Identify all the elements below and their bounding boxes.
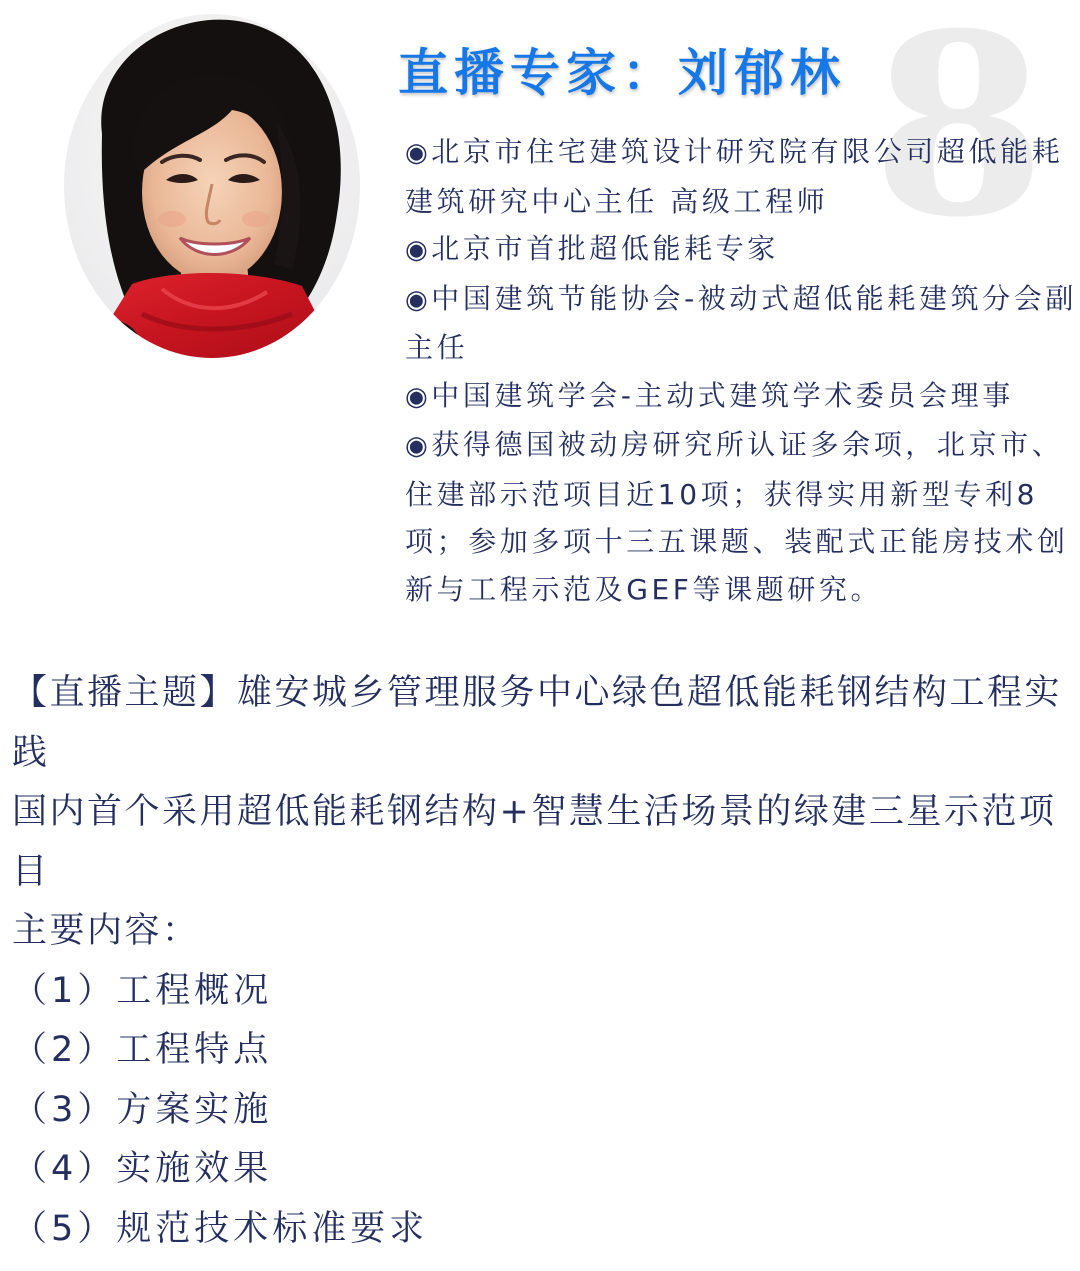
bio-item-text: 中国建筑节能协会-被动式超低能耗建筑分会副主任 <box>405 281 1078 364</box>
bio-item <box>405 128 1077 225</box>
content-item: （3）方案实施 <box>12 1089 273 1130</box>
bio-item <box>405 372 1077 422</box>
expert-number: 8 <box>872 0 1046 272</box>
expert-bio-list <box>405 128 1077 613</box>
bio-item-text: 北京市首批超低能耗专家 <box>431 232 779 265</box>
content-item: （2）工程特点 <box>12 1030 273 1070</box>
bullet-icon: ◉ <box>405 381 432 412</box>
bio-item-text: 北京市住宅建筑设计研究院有限公司超低能耗建筑研究中心主任 高级工程师 <box>405 135 1064 218</box>
bullet-icon: ◉ <box>405 431 432 461</box>
bullet-icon: ◉ <box>405 284 432 315</box>
bio-item <box>405 421 1077 613</box>
bio-item-text: 中国建筑学会-主动式建筑学术委员会理事 <box>431 378 1014 412</box>
content-item: （5）规范技术标准要求 <box>12 1208 429 1249</box>
contents-label: 主要内容： <box>12 911 200 951</box>
content-item: （4）实施效果 <box>12 1149 273 1189</box>
bullet-icon: ◉ <box>405 235 432 265</box>
bio-item <box>405 275 1077 372</box>
topic-subtitle: 国内首个采用超低能耗钢结构+智慧生活场景的绿建三星示范项目 <box>12 792 1057 892</box>
portrait-photo <box>62 14 362 364</box>
bullet-icon: ◉ <box>405 138 432 168</box>
topic-heading: 【直播主题】雄安城乡管理服务中心绿色超低能耗钢结构工程实践 <box>12 673 1063 773</box>
content-item: （1）工程概况 <box>12 970 273 1011</box>
expert-title: 直播专家：刘郁林 <box>398 44 846 102</box>
live-topic-section <box>12 664 1078 1259</box>
bio-item-text: 获得德国被动房研究所认证多余项，北京市、住建部示范项目近10项；获得实用新型专利8项；参加多项十三五课题、装配式正能房技术创新与工程示范及GEF等课题研究。 <box>405 428 1069 606</box>
expert-portrait <box>62 14 362 364</box>
bio-item <box>405 225 1077 275</box>
